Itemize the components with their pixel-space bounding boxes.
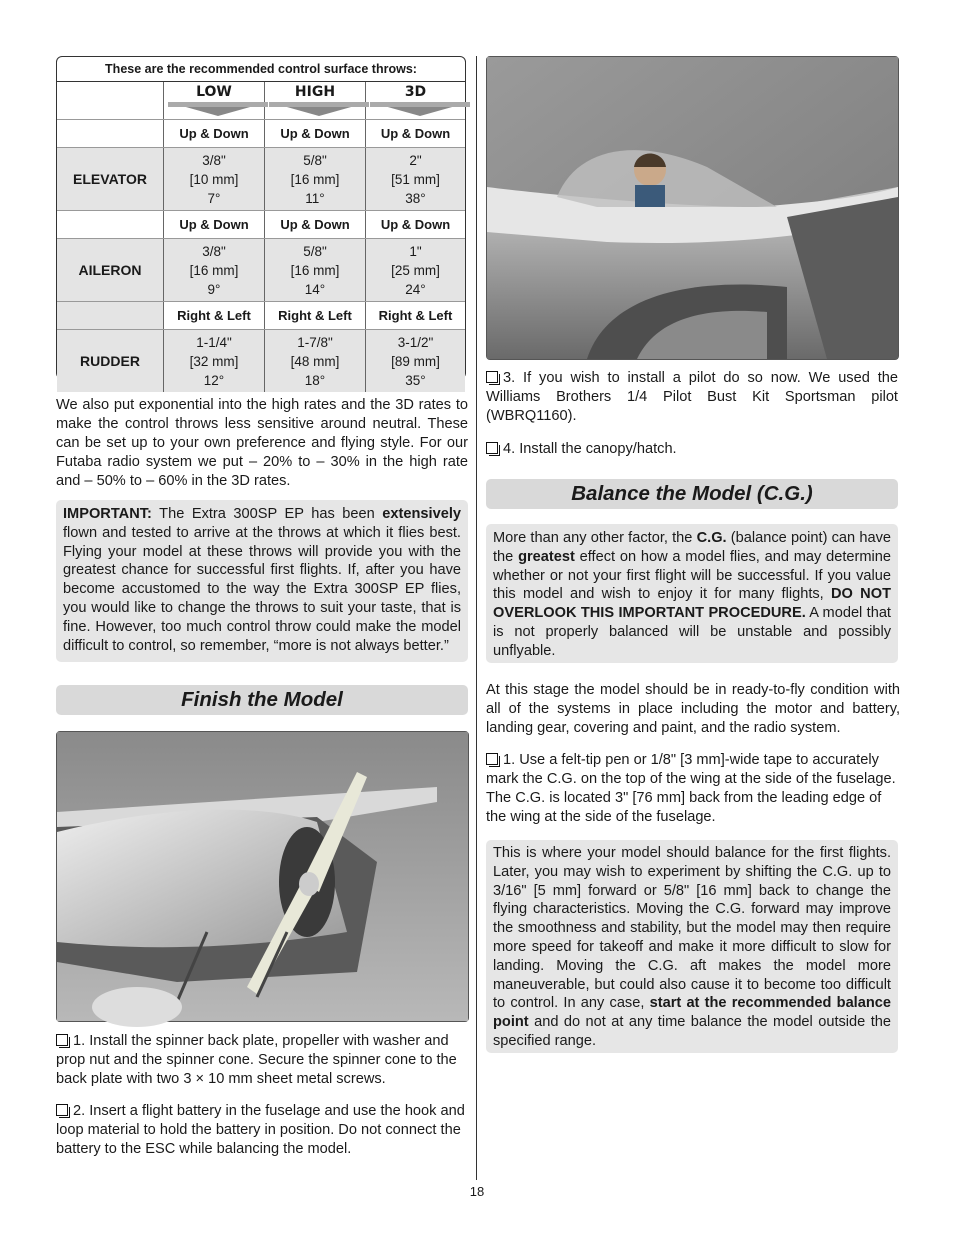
row-label-aileron: AILERON [57,239,164,301]
row-label-rudder: RUDDER [57,330,164,392]
exponential-paragraph: We also put exponential into the high rates and the 3D rates to make the control throws less sensitive around neutral. These can be set up to your own preference and flying style. For our Futaba radio system we put – 20% to – 30% in the high rate and – 50% to – 60% in the 3D rates. [56,397,468,489]
column-divider [476,56,477,1180]
header-low: LOW [164,82,265,119]
checkbox-icon[interactable] [56,1104,68,1116]
balance-range-note: This is where your model should balance for the first flights. Later, you may wish to experiment by shifting the C.G. up to 3/16" [5 mm] forward or 5/8" [16 mm] back to change the flying characteristics. Moving the C.G. forward may improve the smoothness and stability, but the model may then require more speed for takeoff and make it more difficult to slow for landing. Moving the C.G. aft makes the model more maneuverable, but could also cause it to become too difficult to control. In any case, start at the recommended balance point and do not at any time balance the model outside the specified range. [486,840,898,1053]
balance-model-heading: Balance the Model (C.G.) [486,479,898,509]
checkbox-icon[interactable] [56,1034,68,1046]
table-row: ELEVATOR 3/8" [10 mm] 7° 5/8" [16 mm] 11° 2" [51 mm] 38° [57,148,465,211]
low-arrow-icon [168,102,268,116]
propeller-photo [56,731,469,1022]
important-note: IMPORTANT: The Extra 300SP EP has been extensively flown and tested to arrive at the throws at which it flies best. Flying your model at these throws will provide you with the greatest chance for successful first flights. If, after you have become accustomed to the way the Extra 300SP EP flies, you would like to change the throws to suit your taste, that is fine. However, too much control throw could make the model difficult to control, so remember, “more is not always better.” [56,500,468,662]
airplane-nose-image [57,732,468,1021]
header-blank [57,82,164,119]
step-cg-1: 1. Use a felt-tip pen or 1/8" [3 mm]-wide tape to accurately mark the C.G. on the top of the wing at the side of the fuselage. The C.G. is located 3" [76 mm] back from the leading edge of the wing at the side of the fuselage. [486,752,896,825]
step-3: 3. If you wish to install a pilot do so now. We used the Williams Brothers 1/4 Pilot Bust Kit Sportsman pilot (WBRQ1160). [486,370,898,424]
pilot-photo [486,56,899,360]
table-row: Up & Down Up & Down Up & Down [57,120,465,148]
step-1: 1. Install the spinner back plate, propeller with washer and prop nut and the spinner cone. Secure the spinner cone to the back plate with two 3 × 10 mm sheet metal screws. [56,1033,457,1087]
table-row: Up & Down Up & Down Up & Down [57,211,465,239]
table-row: AILERON 3/8" [16 mm] 9° 5/8" [16 mm] 14° 1" [25 mm] 24° [57,239,465,302]
table-row: Right & Left Right & Left Right & Left [57,302,465,330]
control-throws-table [56,56,466,388]
step-2: 2. Insert a flight battery in the fuselage and use the hook and loop material to hold the battery in position. Do not connect the battery to the ESC while balancing the model. [56,1103,465,1157]
table-header-row [57,82,465,120]
ready-to-fly-paragraph: At this stage the model should be in ready-to-fly condition with all of the systems in place including the motor and battery, landing gear, covering and paint, and the radio system. [486,682,900,736]
step-4: 4. Install the canopy/hatch. [486,440,898,459]
table-row: RUDDER 1-1/4" [32 mm] 12° 1-7/8" [48 mm] 18° 3-1/2" [89 mm] 35° [57,330,465,392]
cg-importance-note: More than any other factor, the C.G. (balance point) can have the greatest effect on how a model flies, and may determine whether or not your first flight will be successful. If you value this model and wish to enjoy it for many flights, DO NOT OVERLOOK THIS IMPORTANT PROCEDURE. A model that is not properly balanced will be unstable and possibly unflyable. [486,524,898,663]
row-label-elevator: ELEVATOR [57,148,164,210]
3d-arrow-icon [370,102,470,116]
finish-model-heading: Finish the Model [56,685,468,715]
page-number: 18 [469,1184,485,1199]
checkbox-icon[interactable] [486,442,498,454]
cockpit-pilot-image [487,57,898,359]
header-3d: 3D [366,82,465,119]
header-high: HIGH [265,82,366,119]
checkbox-icon[interactable] [486,371,498,383]
high-arrow-icon [269,102,369,116]
table-title: These are the recommended control surface throws: [57,57,465,82]
checkbox-icon[interactable] [486,753,498,765]
